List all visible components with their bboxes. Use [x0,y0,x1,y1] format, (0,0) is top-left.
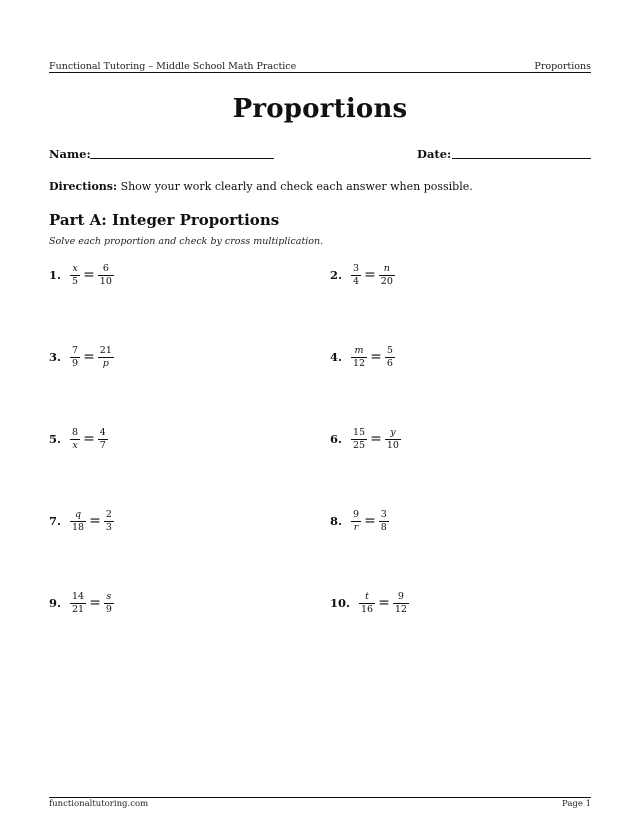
left-fraction [71,428,79,451]
page-header [49,58,591,72]
right-fraction [380,510,388,533]
fraction-numerator: m [354,344,364,356]
left-fraction [352,264,360,287]
directions-label: Directions: [49,180,118,193]
right-fraction [394,592,408,615]
fraction-denominator: p [98,357,114,369]
problem-number: 6. [330,432,343,446]
fraction-numerator: 4 [99,426,106,438]
right-fraction [105,510,113,533]
part-a-instructions: Solve each proportion and check by cross multiplication. [49,236,324,247]
fraction-denominator: 21 [72,603,85,615]
problem-item [330,590,408,616]
fraction-numerator: q [75,508,82,520]
fraction-denominator: 9 [105,603,112,615]
page-footer [49,799,591,809]
left-fraction [71,346,79,369]
fraction-denominator: 5 [72,275,79,287]
date-field-line[interactable] [452,158,591,159]
header-left-text: Functional Tutoring – Middle School Math Practice [49,61,297,72]
problem-number: 4. [330,350,343,364]
fraction-numerator: 2 [105,508,112,520]
problem-item [49,426,107,452]
right-fraction [105,592,113,615]
fraction-numerator: 14 [72,590,85,602]
equals-sign: = [89,595,101,611]
left-fraction [360,592,374,615]
fraction-denominator: 25 [353,439,366,451]
right-fraction [99,346,113,369]
fraction-numerator: 9 [353,508,360,520]
equals-sign: = [364,267,376,283]
problem-number: 5. [49,432,62,446]
fraction-numerator: s [106,590,112,602]
left-fraction [352,346,366,369]
header-right-text: Proportions [534,61,591,72]
equals-sign: = [378,595,390,611]
fraction-numerator: 9 [397,590,404,602]
fraction-denominator: 3 [105,521,112,533]
left-fraction [352,428,366,451]
fraction-denominator: x [70,439,80,451]
name-field-line[interactable] [90,158,274,159]
fraction-denominator: 4 [353,275,360,287]
header-rule [49,72,591,73]
footer-rule [49,797,591,798]
equals-sign: = [83,431,95,447]
fraction-denominator: r [351,521,361,533]
problem-item [330,344,394,370]
equals-sign: = [83,267,95,283]
fraction-numerator: 3 [380,508,387,520]
fraction-denominator: 7 [99,439,106,451]
fraction-denominator: 16 [361,603,374,615]
date-label: Date: [417,147,452,161]
problem-item [49,508,113,534]
fraction-numerator: n [383,262,390,274]
directions [49,180,591,193]
left-fraction [71,510,85,533]
right-fraction [380,264,394,287]
right-fraction [99,428,107,451]
problem-item [330,262,394,288]
right-fraction [386,428,400,451]
equals-sign: = [364,513,376,529]
right-fraction [386,346,394,369]
problem-number: 8. [330,514,343,528]
left-fraction [352,510,360,533]
name-label: Name: [49,147,91,161]
fraction-numerator: 8 [72,426,79,438]
page-title: Proportions [232,94,408,124]
problem-number: 7. [49,514,62,528]
part-a-heading: Part A: Integer Proportions [49,211,280,229]
left-fraction [71,592,85,615]
problem-item [49,262,113,288]
fraction-denominator: 12 [394,603,407,615]
fraction-numerator: 6 [102,262,109,274]
fraction-numerator: x [72,262,78,274]
left-fraction [71,264,79,287]
fraction-denominator: 10 [99,275,112,287]
fraction-numerator: 7 [72,344,79,356]
equals-sign: = [89,513,101,529]
problem-number: 1. [49,268,62,282]
problem-item [330,426,400,452]
problem-number: 2. [330,268,343,282]
problem-number: 10. [330,596,351,610]
problem-item [49,590,113,616]
equals-sign: = [370,349,382,365]
fraction-denominator: 10 [386,439,399,451]
problem-number: 9. [49,596,62,610]
fraction-denominator: 9 [72,357,79,369]
footer-left-text: functionaltutoring.com [49,799,149,809]
fraction-denominator: 6 [386,357,393,369]
problem-number: 3. [49,350,62,364]
name-date-row [49,147,591,163]
fraction-numerator: t [365,590,369,602]
fraction-numerator: y [390,426,396,438]
fraction-numerator: 21 [99,344,112,356]
fraction-numerator: 5 [386,344,393,356]
fraction-denominator: 12 [353,357,366,369]
right-fraction [99,264,113,287]
equals-sign: = [83,349,95,365]
fraction-denominator: 18 [72,521,85,533]
page-number: Page 1 [562,799,591,809]
problem-item [330,508,388,534]
problem-item [49,344,113,370]
fraction-numerator: 3 [353,262,360,274]
fraction-denominator: 8 [380,521,387,533]
directions-text: Show your work clearly and check each answer when possible. [120,180,473,193]
fraction-numerator: 15 [353,426,366,438]
fraction-denominator: 20 [380,275,393,287]
equals-sign: = [370,431,382,447]
